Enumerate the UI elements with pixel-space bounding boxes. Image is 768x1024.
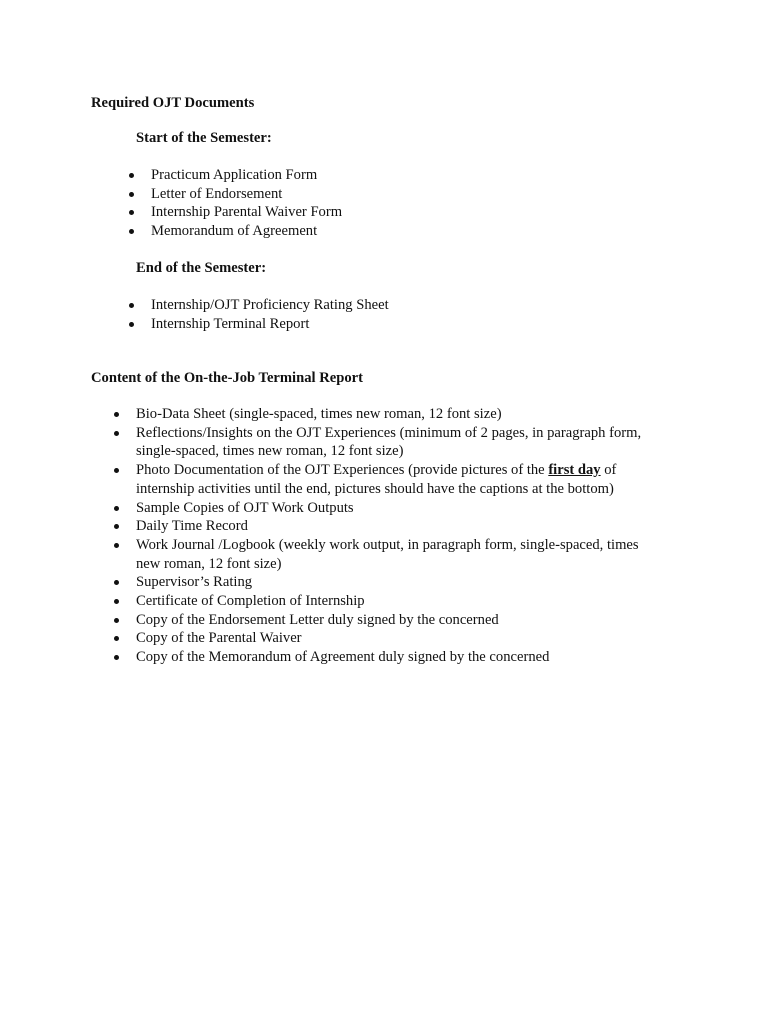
list-item: Letter of Endorsement <box>151 185 671 204</box>
end-of-semester-heading: End of the Semester: <box>136 260 267 276</box>
bullet-icon <box>114 655 119 660</box>
bullet-icon <box>129 173 134 178</box>
list-item: Internship Parental Waiver Form <box>151 203 671 222</box>
bullet-icon <box>114 506 119 511</box>
list-item: Daily Time Record <box>136 517 664 536</box>
list-item: Reflections/Insights on the OJT Experiences (minimum of 2 pages, in paragraph form, single-spaced, times new roman, 12 font size) <box>136 424 664 461</box>
list-item: Copy of the Memorandum of Agreement duly signed by the concerned <box>136 648 664 667</box>
start-of-semester-list <box>151 166 671 241</box>
list-item-photo-documentation: Photo Documentation of the OJT Experiences (provide pictures of the first day of internship activities until the end, pictures should have the captions at the bottom) <box>136 461 664 498</box>
list-item: Copy of the Endorsement Letter duly signed by the concerned <box>136 611 664 630</box>
terminal-report-list <box>136 405 664 667</box>
list-item: Sample Copies of OJT Work Outputs <box>136 499 664 518</box>
list-item: Memorandum of Agreement <box>151 222 671 241</box>
list-item: Internship Terminal Report <box>151 315 671 334</box>
end-of-semester-list <box>151 296 671 333</box>
bullet-icon <box>114 580 119 585</box>
bullet-icon <box>129 210 134 215</box>
list-item: Bio-Data Sheet (single-spaced, times new roman, 12 font size) <box>136 405 664 424</box>
first-day-emphasis: first day <box>548 462 601 479</box>
list-item: Certificate of Completion of Internship <box>136 592 664 611</box>
bullet-icon <box>129 192 134 197</box>
bullet-icon <box>114 412 119 417</box>
bullet-icon <box>114 618 119 623</box>
bullet-icon <box>114 468 119 473</box>
list-item: Internship/OJT Proficiency Rating Sheet <box>151 296 671 315</box>
list-item: Practicum Application Form <box>151 166 671 185</box>
required-ojt-documents-heading: Required OJT Documents <box>91 95 255 111</box>
bullet-icon <box>129 303 134 308</box>
bullet-icon <box>129 229 134 234</box>
list-item: Work Journal /Logbook (weekly work output, in paragraph form, single-spaced, times new roman, 12 font size) <box>136 536 664 573</box>
bullet-icon <box>114 543 119 548</box>
start-of-semester-heading: Start of the Semester: <box>136 130 272 146</box>
list-item: Supervisor’s Rating <box>136 573 664 592</box>
bullet-icon <box>114 524 119 529</box>
bullet-icon <box>114 599 119 604</box>
bullet-icon <box>114 431 119 436</box>
list-item: Copy of the Parental Waiver <box>136 629 664 648</box>
bullet-icon <box>114 636 119 641</box>
bullet-icon <box>129 322 134 327</box>
terminal-report-heading: Content of the On-the-Job Terminal Report <box>91 370 364 386</box>
